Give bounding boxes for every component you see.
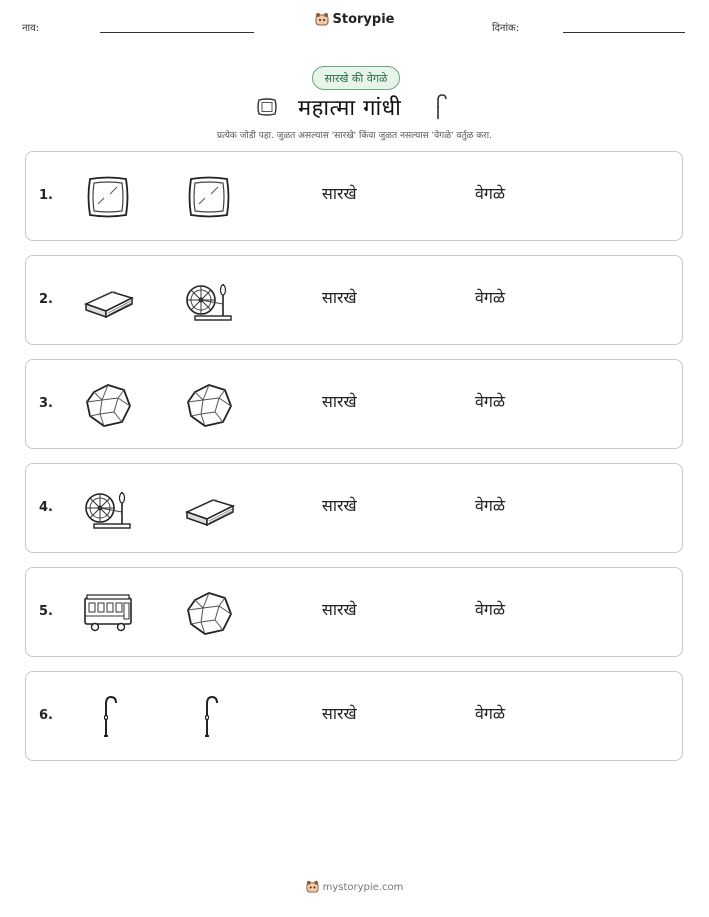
book-icon xyxy=(183,486,235,532)
row-number: 6. xyxy=(39,708,53,723)
walking-stick-icon xyxy=(434,92,448,126)
same-option[interactable]: सारखे xyxy=(322,496,357,515)
brand-name: Storypie xyxy=(332,12,395,27)
same-option[interactable]: सारखे xyxy=(322,392,357,411)
brand-logo xyxy=(0,12,709,30)
date-line[interactable] xyxy=(563,32,685,33)
storypie-mascot-icon xyxy=(315,12,329,30)
row-number: 2. xyxy=(39,292,53,307)
title-row xyxy=(0,92,709,120)
same-option[interactable]: सारखे xyxy=(322,704,357,723)
pair-row xyxy=(25,567,683,657)
footer xyxy=(0,880,709,896)
different-option[interactable]: वेगळे xyxy=(475,184,506,203)
different-option[interactable]: वेगळे xyxy=(475,600,506,619)
footer-site: mystorypie.com xyxy=(322,882,404,893)
same-option[interactable]: सारखे xyxy=(322,600,357,619)
spinning-wheel-icon xyxy=(82,486,134,532)
pair-row xyxy=(25,255,683,345)
walking-stick-icon xyxy=(82,694,134,740)
rock-icon xyxy=(183,590,235,636)
pair-row xyxy=(25,151,683,241)
page-title: महात्मा गांधी xyxy=(298,96,402,121)
rock-icon xyxy=(82,382,134,428)
pair-row xyxy=(25,359,683,449)
row-number: 5. xyxy=(39,604,53,619)
pair-row xyxy=(25,671,683,761)
worksheet-type-badge: सारखे की वेगळे xyxy=(312,66,400,90)
rock-icon xyxy=(183,382,235,428)
book-icon xyxy=(82,278,134,324)
different-option[interactable]: वेगळे xyxy=(475,288,506,307)
instructions: प्रत्येक जोडी पहा. जुळत असल्यास 'सारखे' किंवा जुळत नसल्यास 'वेगळे' वर्तुळ करा. xyxy=(216,131,492,141)
date-label: दिनांक: xyxy=(492,23,520,34)
same-option[interactable]: सारखे xyxy=(322,288,357,307)
row-number: 4. xyxy=(39,500,53,515)
walking-stick-icon xyxy=(183,694,235,740)
different-option[interactable]: वेगळे xyxy=(475,496,506,515)
different-option[interactable]: वेगळे xyxy=(475,392,506,411)
row-number: 1. xyxy=(39,188,53,203)
storypie-mascot-icon xyxy=(306,880,319,896)
tram-icon xyxy=(82,590,134,636)
name-label: नाव: xyxy=(22,23,40,34)
name-line[interactable] xyxy=(100,32,254,33)
row-number: 3. xyxy=(39,396,53,411)
mirror-icon xyxy=(82,174,134,220)
different-option[interactable]: वेगळे xyxy=(475,704,506,723)
mirror-icon xyxy=(256,96,278,122)
mirror-icon xyxy=(183,174,235,220)
same-option[interactable]: सारखे xyxy=(322,184,357,203)
spinning-wheel-icon xyxy=(183,278,235,324)
pair-row xyxy=(25,463,683,553)
